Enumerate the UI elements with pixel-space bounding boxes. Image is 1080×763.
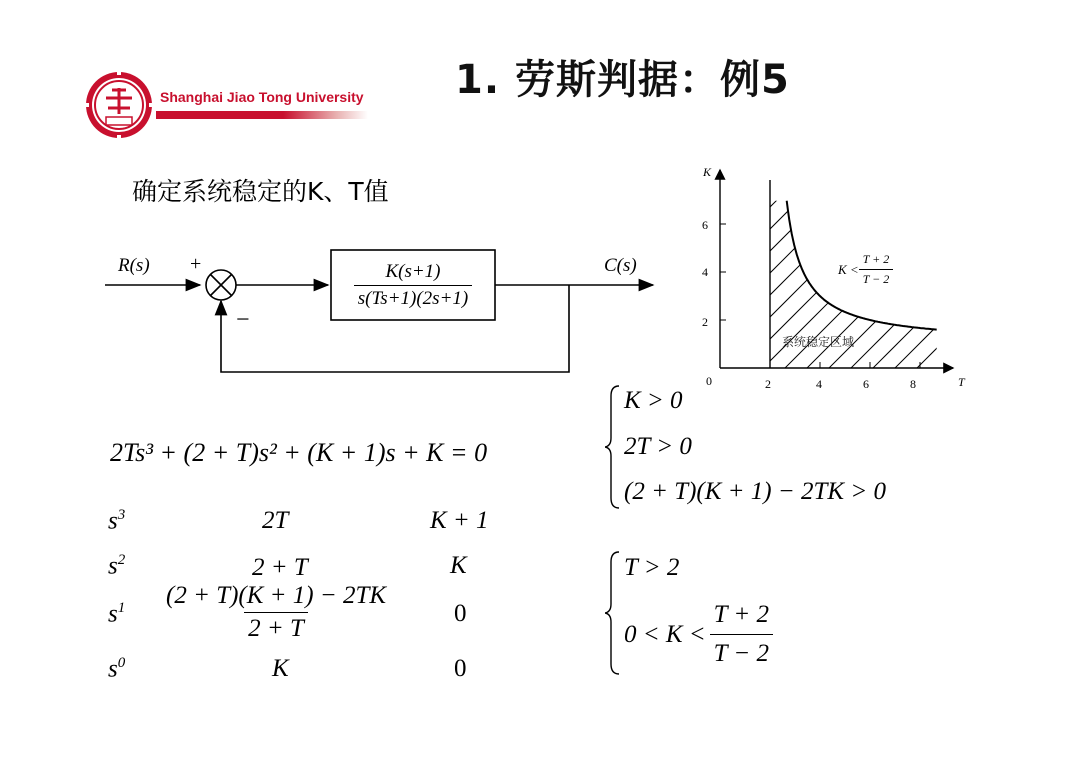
output-label: C(s) (604, 255, 637, 276)
sum-minus: − (236, 307, 250, 333)
condition: 2T > 0 (624, 433, 692, 460)
result-brace (605, 548, 625, 678)
routh-row-s3: $s^3$ (108, 507, 126, 535)
header-rule (156, 111, 368, 119)
condition: K > 0 (624, 387, 683, 414)
graph-x-axis-label: T (958, 375, 965, 389)
x-tick-label: 2 (765, 377, 771, 391)
x-tick-label: 6 (863, 377, 869, 391)
transfer-function-block (331, 250, 495, 320)
y-tick-label: 4 (702, 265, 708, 279)
tf-denominator: s(Ts+1)(2s+1) (354, 285, 472, 310)
university-logo (84, 70, 154, 140)
stable-region-label: 系统稳定区域 (782, 335, 855, 349)
sum-plus: + (190, 253, 202, 275)
routh-cell: K + 1 (430, 507, 489, 534)
routh-fraction: $\frac{(2 + T)(K + 1) - 2TK}{2 + T}$ (166, 582, 387, 642)
graph-y-axis-label: K (703, 165, 712, 179)
tf-numerator: K(s+1) (385, 260, 441, 282)
routh-cell: K (450, 552, 467, 579)
x-tick-label: 8 (910, 377, 916, 391)
characteristic-equation: 2Ts³ + (2 + T)s² + (K + 1)s + K = 0 (110, 438, 488, 467)
y-tick-label: 2 (702, 315, 708, 329)
routh-cell: 0 (454, 655, 467, 682)
bound-label: K < $\frac{T + 2}{T - 2}$ (838, 252, 893, 287)
university-name: Shanghai Jiao Tong University (160, 89, 364, 105)
y-tick-label: 6 (702, 218, 708, 232)
routh-cell: K (272, 655, 289, 682)
input-label: R(s) (118, 255, 150, 276)
graph-origin-label: 0 (706, 374, 712, 388)
subtitle: 确定系统稳定的K、T值 (132, 177, 389, 206)
routh-row-s0: $s^0$ (108, 655, 126, 683)
slide-title: 1. 劳斯判据：例5 (455, 57, 790, 103)
routh-cell: 2 + T (252, 554, 308, 581)
routh-cell: 2T (262, 507, 289, 534)
conditions-brace (605, 382, 625, 512)
routh-row-s1: $s^1$ (108, 600, 126, 628)
routh-cell: 0 (454, 600, 467, 627)
condition: (2 + T)(K + 1) − 2TK > 0 (624, 478, 886, 505)
result-line-1: T > 2 (624, 554, 680, 581)
routh-row-s2: $s^2$ (108, 552, 126, 580)
stability-region-graph (698, 160, 968, 400)
x-tick-label: 4 (816, 377, 822, 391)
result-line-2: 0 < K < $\frac{T + 2}{T - 2}$ (624, 598, 773, 671)
